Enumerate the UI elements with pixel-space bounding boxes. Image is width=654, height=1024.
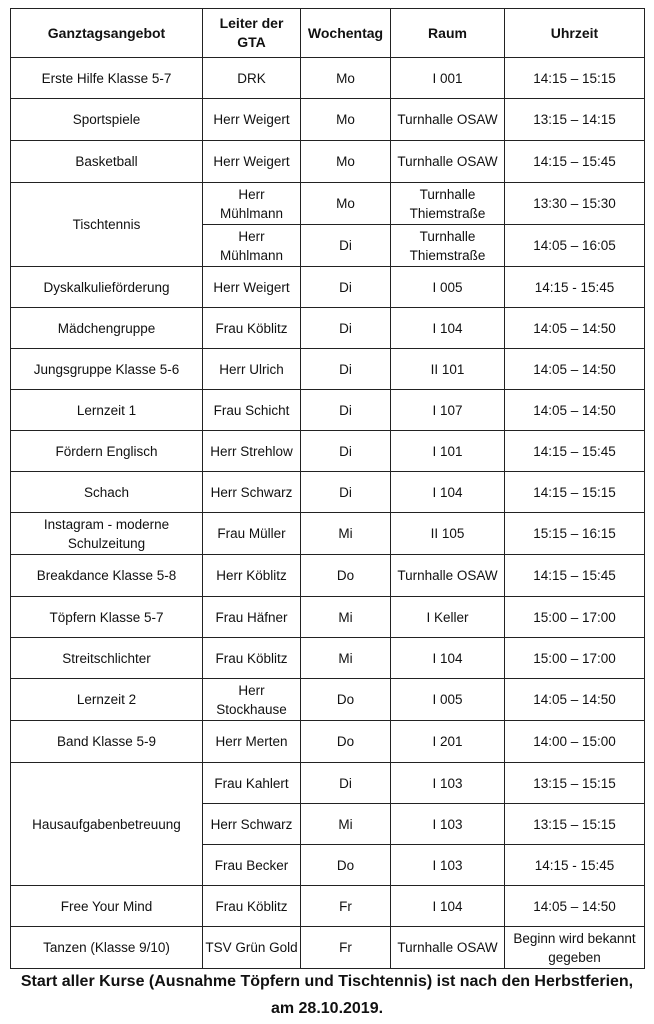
cell-time: 15:00 – 17:00 (505, 597, 645, 638)
cell-weekday: Di (301, 390, 391, 431)
cell-weekday: Mi (301, 638, 391, 679)
schedule-body (11, 58, 645, 969)
cell-time: 14:05 – 14:50 (505, 679, 645, 721)
header-row (11, 9, 645, 58)
cell-time: 15:15 – 16:15 (505, 513, 645, 555)
cell-time: 14:05 – 14:50 (505, 349, 645, 390)
table-row (11, 472, 645, 513)
table-row (11, 183, 645, 225)
cell-offer: Basketball (11, 141, 203, 183)
cell-room: I 005 (391, 267, 505, 308)
cell-weekday: Fr (301, 927, 391, 969)
table-row (11, 886, 645, 927)
cell-leader: Herr Schwarz (203, 804, 301, 845)
cell-weekday: Mo (301, 141, 391, 183)
cell-time: 14:00 – 15:00 (505, 721, 645, 763)
cell-leader: Herr Merten (203, 721, 301, 763)
cell-leader: Frau Köblitz (203, 308, 301, 349)
cell-weekday: Fr (301, 886, 391, 927)
cell-weekday: Mo (301, 58, 391, 99)
cell-room: I 103 (391, 845, 505, 886)
cell-weekday: Mi (301, 597, 391, 638)
table-row (11, 431, 645, 472)
table-row (11, 679, 645, 721)
cell-room: I 005 (391, 679, 505, 721)
cell-weekday: Mi (301, 513, 391, 555)
cell-room: I 104 (391, 472, 505, 513)
cell-time: 14:05 – 14:50 (505, 308, 645, 349)
cell-room: Turnhalle Thiemstraße (391, 225, 505, 267)
cell-room: I 201 (391, 721, 505, 763)
cell-room: Turnhalle Thiemstraße (391, 183, 505, 225)
cell-offer: Dyskalkulieförderung (11, 267, 203, 308)
cell-offer: Jungsgruppe Klasse 5-6 (11, 349, 203, 390)
cell-offer: Hausaufgabenbetreuung (11, 763, 203, 886)
cell-offer: Streitschlichter (11, 638, 203, 679)
table-row (11, 721, 645, 763)
cell-offer: Erste Hilfe Klasse 5-7 (11, 58, 203, 99)
cell-leader: Frau Kahlert (203, 763, 301, 804)
footer-note: Start aller Kurse (Ausnahme Töpfern und Tischtennis) ist nach den Herbstferien, am 28.10.2019. (20, 973, 634, 1017)
table-row (11, 638, 645, 679)
cell-time: Beginn wird bekannt gegeben (505, 927, 645, 969)
cell-time: 13:30 – 15:30 (505, 183, 645, 225)
table-row (11, 267, 645, 308)
cell-leader: Herr Weigert (203, 267, 301, 308)
cell-room: Turnhalle OSAW (391, 555, 505, 597)
cell-weekday: Di (301, 431, 391, 472)
cell-weekday: Do (301, 845, 391, 886)
cell-room: II 105 (391, 513, 505, 555)
cell-weekday: Do (301, 721, 391, 763)
table-row (11, 349, 645, 390)
cell-room: I 103 (391, 804, 505, 845)
cell-room: Turnhalle OSAW (391, 141, 505, 183)
cell-offer: Free Your Mind (11, 886, 203, 927)
cell-offer: Lernzeit 2 (11, 679, 203, 721)
table-row (11, 555, 645, 597)
cell-weekday: Di (301, 225, 391, 267)
cell-room: I 101 (391, 431, 505, 472)
cell-weekday: Do (301, 555, 391, 597)
cell-room: I 104 (391, 308, 505, 349)
header-cell-room: Raum (391, 9, 505, 58)
cell-offer: Breakdance Klasse 5-8 (11, 555, 203, 597)
table-row (11, 308, 645, 349)
cell-room: I 103 (391, 763, 505, 804)
cell-leader: Herr Schwarz (203, 472, 301, 513)
header-cell-time: Uhrzeit (505, 9, 645, 58)
cell-leader: DRK (203, 58, 301, 99)
schedule-container (10, 8, 644, 969)
cell-weekday: Di (301, 349, 391, 390)
cell-room: I 104 (391, 638, 505, 679)
cell-offer: Tischtennis (11, 183, 203, 267)
cell-time: 14:15 – 15:45 (505, 431, 645, 472)
cell-time: 14:15 – 15:15 (505, 58, 645, 99)
cell-room: Turnhalle OSAW (391, 99, 505, 141)
cell-weekday: Di (301, 763, 391, 804)
cell-leader: Frau Becker (203, 845, 301, 886)
table-row (11, 597, 645, 638)
cell-room: I 104 (391, 886, 505, 927)
cell-time: 14:05 – 16:05 (505, 225, 645, 267)
cell-leader: Frau Müller (203, 513, 301, 555)
cell-leader: Herr Köblitz (203, 555, 301, 597)
cell-leader: Frau Köblitz (203, 638, 301, 679)
cell-offer: Tanzen (Klasse 9/10) (11, 927, 203, 969)
cell-weekday: Di (301, 308, 391, 349)
cell-room: Turnhalle OSAW (391, 927, 505, 969)
cell-leader: Frau Häfner (203, 597, 301, 638)
cell-weekday: Di (301, 472, 391, 513)
cell-time: 14:15 – 15:45 (505, 555, 645, 597)
cell-room: II 101 (391, 349, 505, 390)
cell-offer: Sportspiele (11, 99, 203, 141)
table-row (11, 141, 645, 183)
cell-offer: Instagram - moderne Schulzeitung (11, 513, 203, 555)
cell-leader: Herr Stockhause (203, 679, 301, 721)
cell-leader: Herr Weigert (203, 141, 301, 183)
cell-weekday: Do (301, 679, 391, 721)
cell-leader: TSV Grün Gold (203, 927, 301, 969)
table-row (11, 99, 645, 141)
cell-offer: Töpfern Klasse 5-7 (11, 597, 203, 638)
cell-weekday: Mo (301, 99, 391, 141)
cell-weekday: Di (301, 267, 391, 308)
table-row (11, 763, 645, 804)
cell-time: 14:05 – 14:50 (505, 886, 645, 927)
cell-time: 15:00 – 17:00 (505, 638, 645, 679)
cell-leader: Herr Ulrich (203, 349, 301, 390)
table-row (11, 927, 645, 969)
cell-offer: Fördern Englisch (11, 431, 203, 472)
cell-time: 14:15 - 15:45 (505, 267, 645, 308)
cell-weekday: Mi (301, 804, 391, 845)
cell-offer: Mädchengruppe (11, 308, 203, 349)
cell-time: 13:15 – 15:15 (505, 763, 645, 804)
cell-time: 14:15 - 15:45 (505, 845, 645, 886)
cell-leader: Herr Weigert (203, 99, 301, 141)
schedule-table (10, 8, 645, 969)
header-cell-leader: Leiter der GTA (203, 9, 301, 58)
header-cell-offer: Ganztagsangebot (11, 9, 203, 58)
cell-offer: Band Klasse 5-9 (11, 721, 203, 763)
cell-room: I 001 (391, 58, 505, 99)
cell-weekday: Mo (301, 183, 391, 225)
cell-time: 13:15 – 15:15 (505, 804, 645, 845)
cell-offer: Lernzeit 1 (11, 390, 203, 431)
cell-time: 14:05 – 14:50 (505, 390, 645, 431)
cell-leader: Herr Mühlmann (203, 225, 301, 267)
table-row (11, 390, 645, 431)
cell-time: 13:15 – 14:15 (505, 99, 645, 141)
cell-leader: Frau Schicht (203, 390, 301, 431)
cell-time: 14:15 – 15:15 (505, 472, 645, 513)
header-cell-weekday: Wochentag (301, 9, 391, 58)
cell-room: I Keller (391, 597, 505, 638)
cell-offer: Schach (11, 472, 203, 513)
cell-leader: Frau Köblitz (203, 886, 301, 927)
cell-time: 14:15 – 15:45 (505, 141, 645, 183)
table-row (11, 58, 645, 99)
cell-leader: Herr Strehlow (203, 431, 301, 472)
cell-leader: Herr Mühlmann (203, 183, 301, 225)
cell-room: I 107 (391, 390, 505, 431)
table-row (11, 513, 645, 555)
